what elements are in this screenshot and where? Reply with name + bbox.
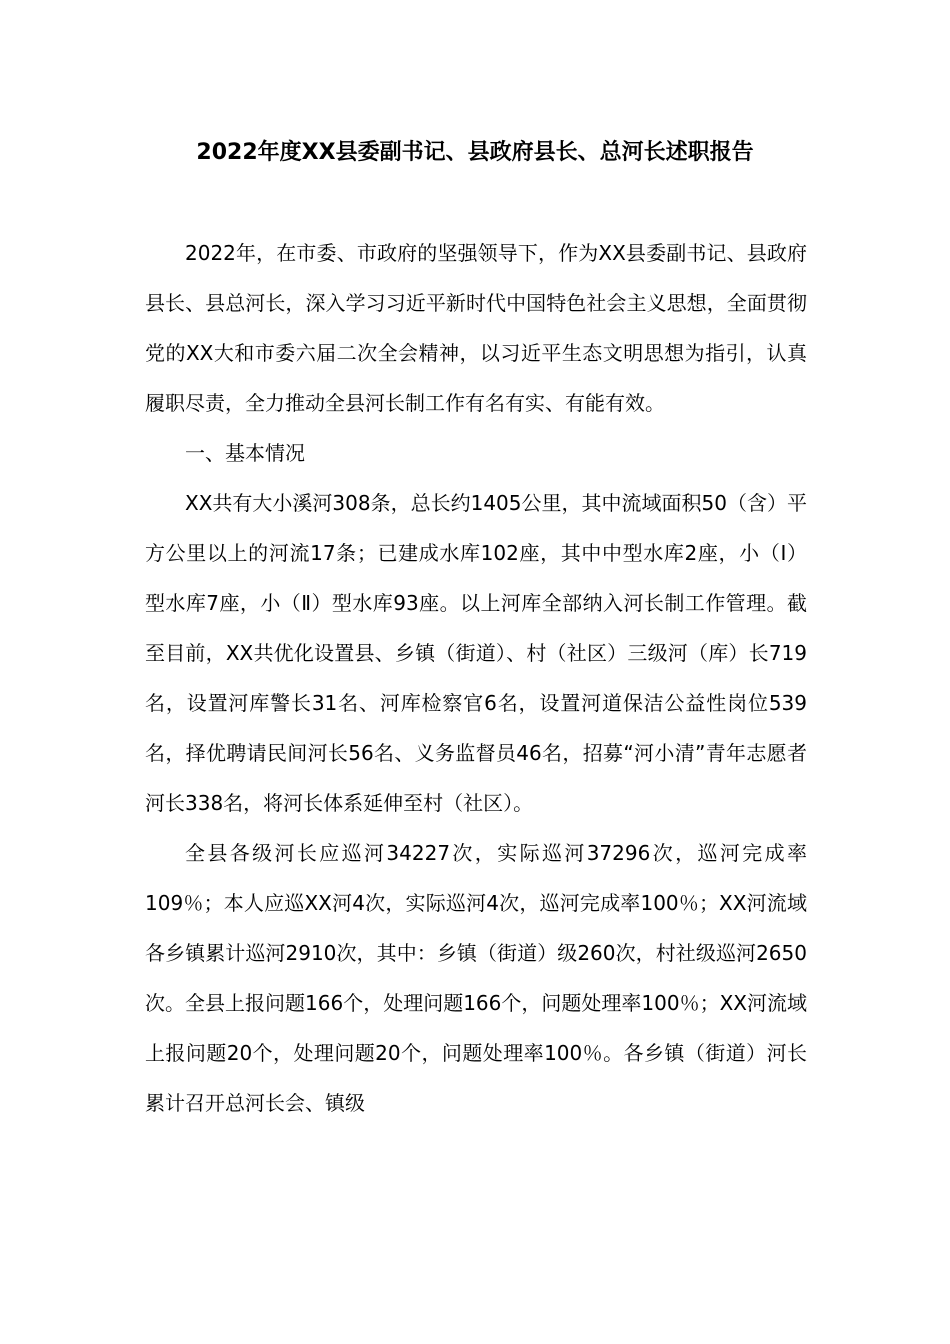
paragraph-intro: 2022年，在市委、市政府的坚强领导下，作为XX县委副书记、县政府县长、县总河长，深入学习习近平新时代中国特色社会主义思想，全面贯彻党的XX大和市委六届二次全会精神，以习近平生态文明思想为指引，认真履职尽责，全力推动全县河长制工作有名有实、有能有效。	[145, 241, 807, 415]
paragraph-river-overview: XX共有大小溪河308条，总长约1405公里，其中流域面积50（含）平方公里以上的河流17条；已建成水库102座，其中中型水库2座，小（Ⅰ）型水库7座，小（Ⅱ）型水库93座。以上河库全部纳入河长制工作管理。截至目前，XX共优化设置县、乡镇（街道）、村（社区）三级河（库）长719名，设置河库警长31名、河库检察官6名，设置河道保洁公益性岗位539名，择优聘请民间河长56名、义务监督员46名，招募“河小清”青年志愿者河长338名，将河长体系延伸至村（社区）。	[145, 491, 807, 815]
document-title: 2022年度XX县委副书记、县政府县长、总河长述职报告	[196, 140, 754, 165]
document-body	[145, 228, 807, 1128]
paragraph-patrol-statistics: 全县各级河长应巡河34227次，实际巡河37296次，巡河完成率109％；本人应巡XX河4次，实际巡河4次，巡河完成率100％；XX河流域各乡镇累计巡河2910次，其中：乡镇（街道）级260次，村社级巡河2650次。全县上报问题166个，处理问题166个，问题处理率100％；XX河流域上报问题20个，处理问题20个，问题处理率100％。各乡镇（街道）河长累计召开总河长会、镇级	[145, 841, 807, 1115]
section-heading-basic-situation: 一、基本情况	[185, 441, 305, 465]
